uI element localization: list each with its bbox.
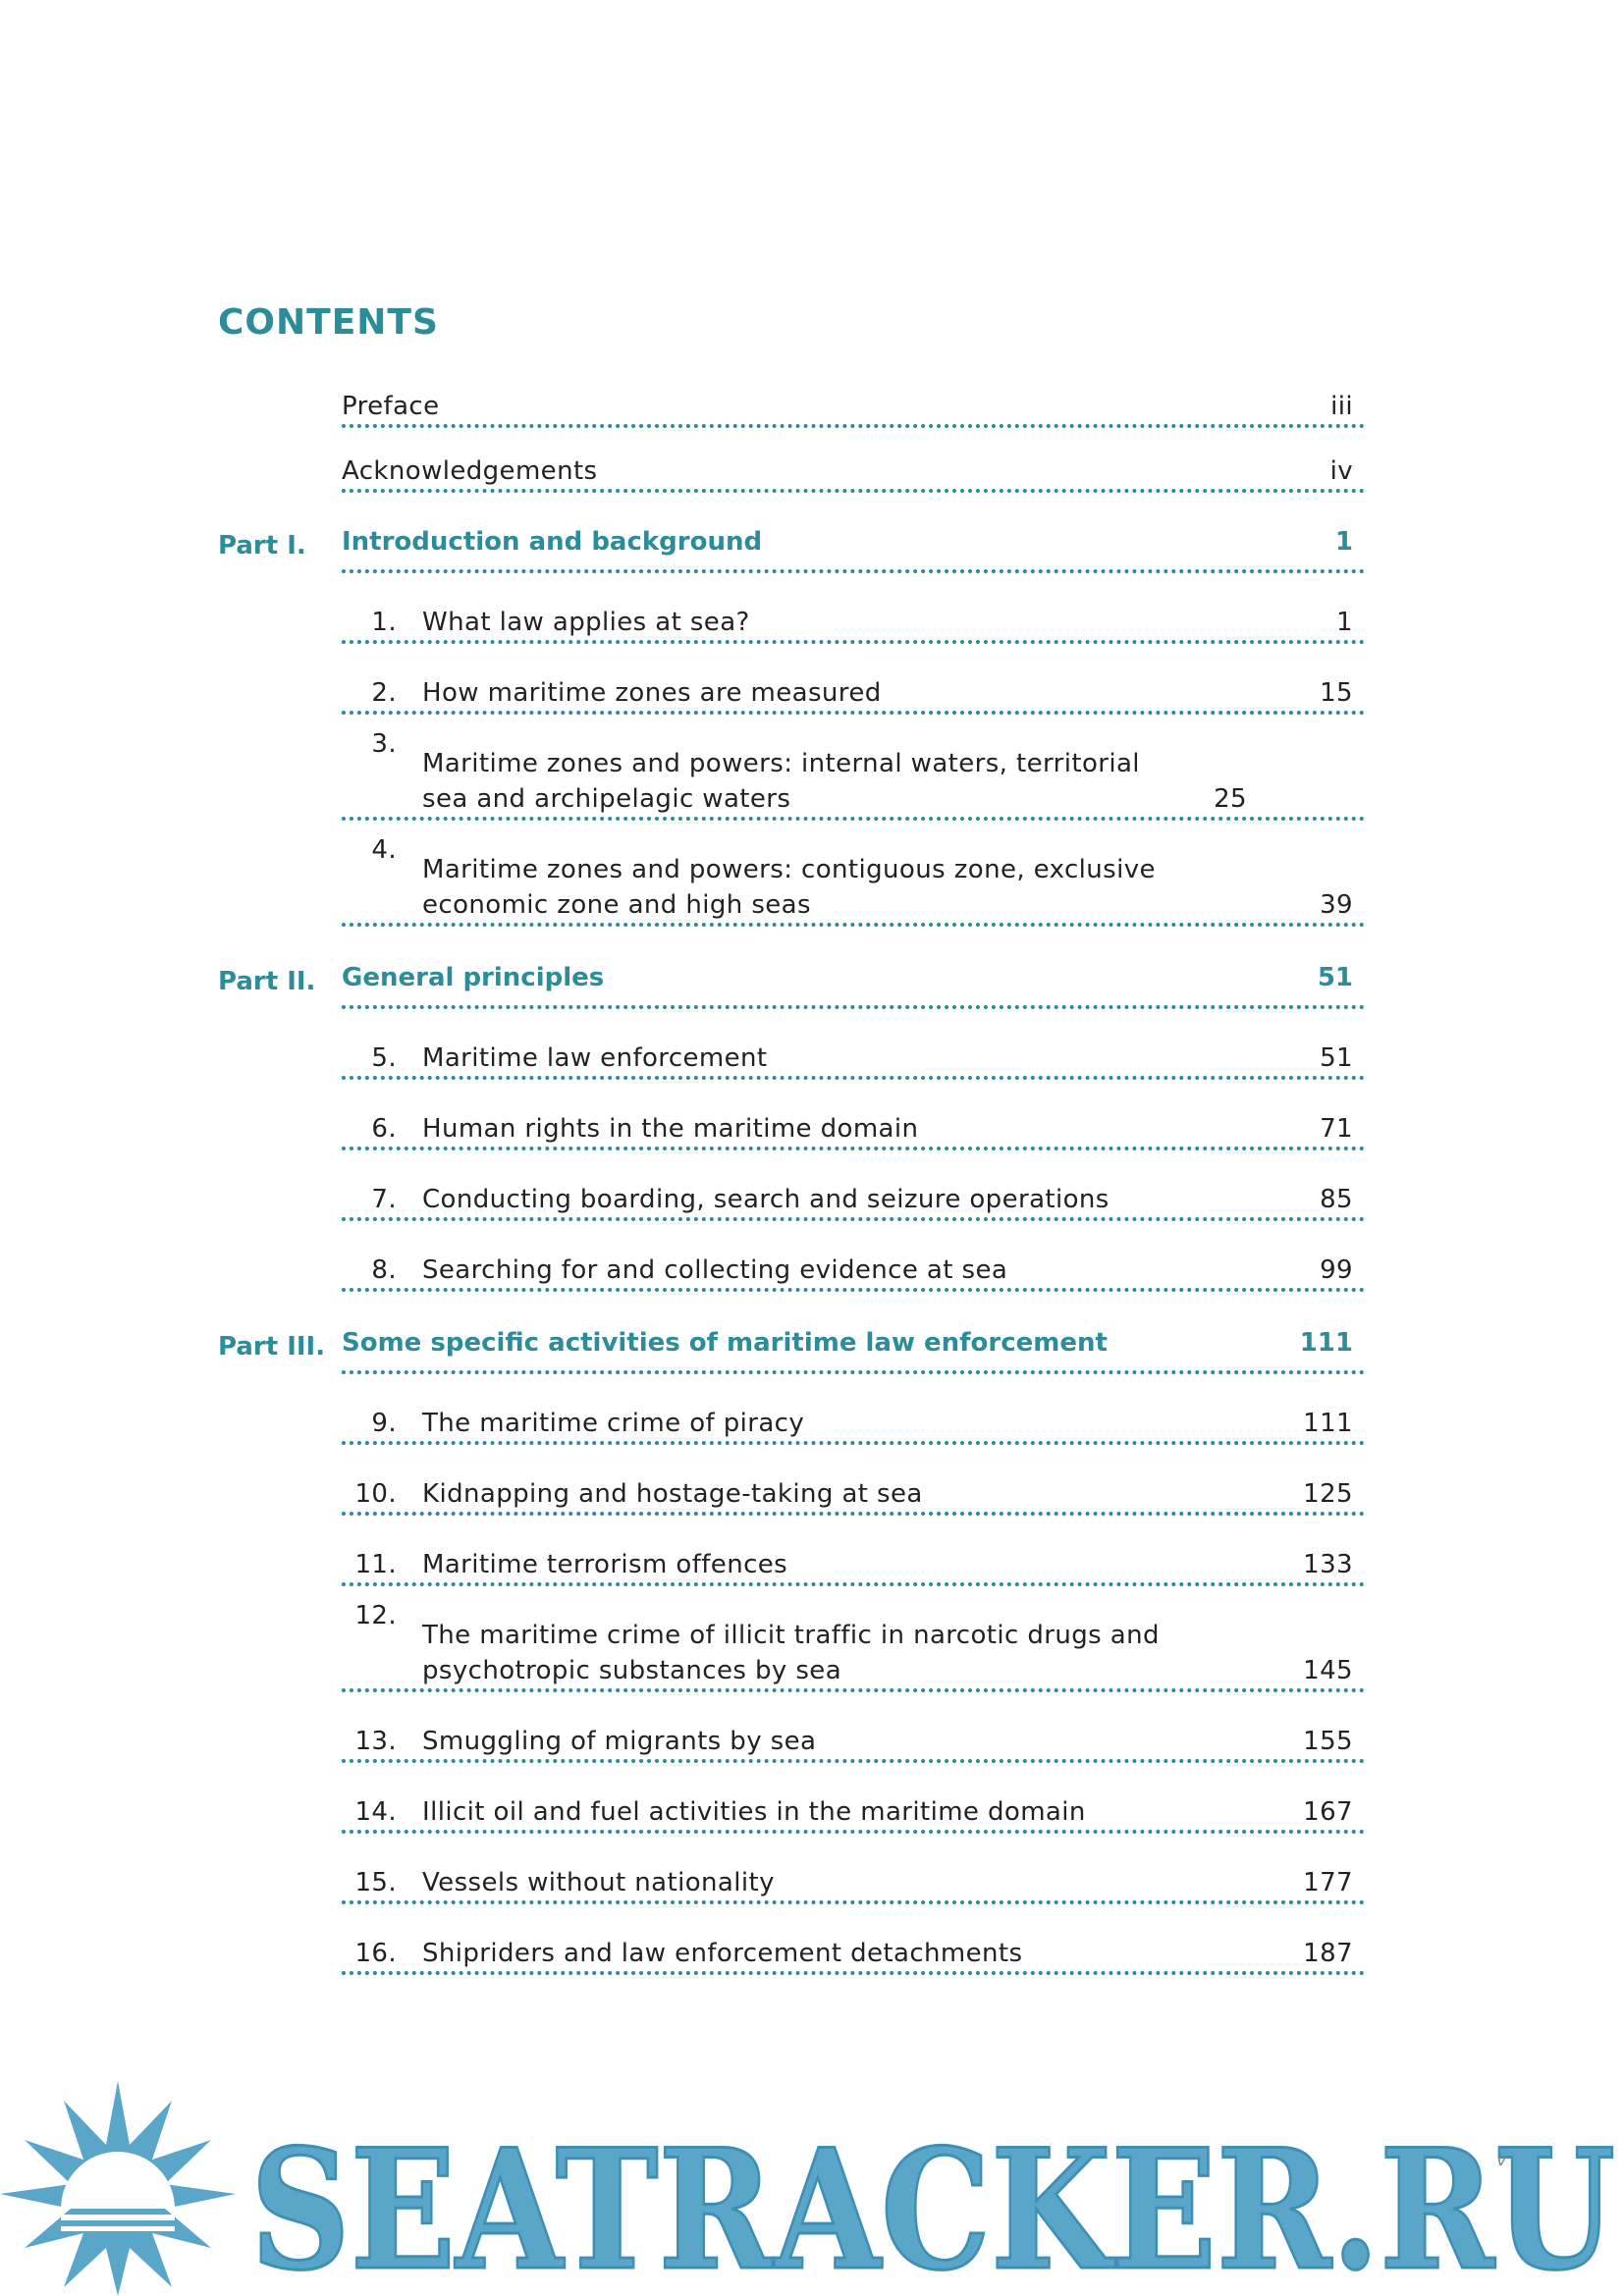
- part-title: Some specific activities of maritime law enforcement: [342, 1328, 1108, 1358]
- chapter-title: Conducting boarding, search and seizure operations: [422, 1185, 1110, 1214]
- chapter-page: 39: [1320, 890, 1353, 920]
- chapter-page: 25: [1214, 784, 1247, 814]
- toc-entry-chapter-1[interactable]: [342, 573, 1365, 644]
- chapter-title: Vessels without nationality: [422, 1868, 775, 1897]
- chapter-number: 11.: [354, 1550, 397, 1579]
- chapter-number: 2.: [371, 678, 397, 708]
- toc-entry-chapter-16[interactable]: [342, 1904, 1365, 1975]
- chapter-page: 167: [1303, 1797, 1353, 1827]
- toc-entry-chapter-14[interactable]: [342, 1763, 1365, 1834]
- chapter-title: Maritime law enforcement: [422, 1043, 768, 1073]
- toc-entry-chapter-8[interactable]: [342, 1221, 1365, 1292]
- chapter-number: 14.: [354, 1797, 397, 1827]
- chapter-page: 51: [1320, 1043, 1353, 1073]
- toc-entry-preface[interactable]: [342, 363, 1365, 428]
- chapter-page: 85: [1320, 1185, 1353, 1214]
- chapter-number: 9.: [371, 1409, 397, 1438]
- chapter-number: 15.: [354, 1868, 397, 1897]
- chapter-page: 145: [1303, 1656, 1353, 1685]
- chapter-number: 8.: [371, 1255, 397, 1285]
- toc-entry-chapter-6[interactable]: [342, 1080, 1365, 1150]
- chapter-number: 1.: [371, 608, 397, 637]
- chapter-title: Human rights in the maritime domain: [422, 1114, 919, 1144]
- toc-entry-chapter-11[interactable]: [342, 1516, 1365, 1586]
- watermark: [0, 2061, 1624, 2296]
- chapter-number: 10.: [354, 1479, 397, 1509]
- chapter-title: The maritime crime of piracy: [422, 1409, 805, 1438]
- toc-entry-chapter-7[interactable]: [342, 1150, 1365, 1221]
- toc-part-2[interactable]: [218, 927, 1365, 1009]
- chapter-title: Maritime zones and powers: contiguous zone, exclusive economic zone and high seas: [422, 855, 1156, 920]
- part-title: General principles: [342, 963, 605, 992]
- chapter-page: 99: [1320, 1255, 1353, 1285]
- toc-entry-chapter-12[interactable]: [342, 1586, 1365, 1692]
- toc-entry-chapter-5[interactable]: [342, 1009, 1365, 1080]
- chapter-title: Maritime terrorism offences: [422, 1550, 788, 1579]
- chapter-page: 111: [1303, 1409, 1353, 1438]
- chapter-title: What law applies at sea?: [422, 608, 750, 637]
- contents-heading: CONTENTS: [218, 302, 439, 343]
- part-title: Introduction and background: [342, 527, 763, 557]
- toc-entry-chapter-15[interactable]: [342, 1834, 1365, 1904]
- part-page: 111: [1299, 1328, 1353, 1358]
- part-label: Part I.: [218, 531, 306, 561]
- chapter-title: Kidnapping and hostage-taking at sea: [422, 1479, 923, 1509]
- chapter-number: 16.: [354, 1939, 397, 1968]
- toc-entry-page: iii: [1330, 392, 1353, 421]
- chapter-page: 15: [1320, 678, 1353, 708]
- chapter-page: 177: [1303, 1868, 1353, 1897]
- chapter-page: 125: [1303, 1479, 1353, 1509]
- toc-part-1[interactable]: [218, 493, 1365, 573]
- chapter-number: 4.: [371, 835, 397, 865]
- part-page: 1: [1334, 527, 1353, 557]
- toc-entry-page: iv: [1329, 456, 1353, 486]
- chapter-number: 5.: [371, 1043, 397, 1073]
- chapter-number: 13.: [354, 1727, 397, 1756]
- chapter-title: Searching for and collecting evidence at sea: [422, 1255, 1008, 1285]
- part-label: Part III.: [218, 1332, 326, 1362]
- toc-entry-acknowledgements[interactable]: [342, 428, 1365, 493]
- part-label: Part II.: [218, 967, 316, 996]
- toc-entry-title: Acknowledgements: [342, 456, 598, 486]
- chapter-number: 12.: [354, 1601, 397, 1630]
- chapter-page: 71: [1320, 1114, 1353, 1144]
- chapter-number: 6.: [371, 1114, 397, 1144]
- chapter-title: Smuggling of migrants by sea: [422, 1727, 817, 1756]
- part-page: 51: [1317, 963, 1353, 992]
- sun-icon: [0, 2081, 236, 2296]
- chapter-page: 133: [1303, 1550, 1353, 1579]
- chapter-page: 187: [1303, 1939, 1353, 1968]
- watermark-text: SEATRACKER.RU: [250, 2112, 1615, 2296]
- chapter-page: 155: [1303, 1727, 1353, 1756]
- page-folio: v: [1496, 2150, 1507, 2170]
- toc-entry-title: Preface: [342, 392, 440, 421]
- chapter-page: 1: [1336, 608, 1353, 637]
- toc-entry-chapter-13[interactable]: [342, 1692, 1365, 1763]
- table-of-contents: [218, 363, 1365, 1975]
- toc-entry-chapter-9[interactable]: [342, 1374, 1365, 1445]
- chapter-title: Illicit oil and fuel activities in the maritime domain: [422, 1797, 1086, 1827]
- chapter-title: Shipriders and law enforcement detachments: [422, 1939, 1023, 1968]
- chapter-number: 7.: [371, 1185, 397, 1214]
- toc-entry-chapter-10[interactable]: [342, 1445, 1365, 1516]
- chapter-title: The maritime crime of illicit traffic in narcotic drugs and psychotropic substances by sea: [422, 1621, 1160, 1685]
- toc-part-3[interactable]: [218, 1292, 1365, 1374]
- toc-entry-chapter-3[interactable]: [342, 715, 1365, 821]
- toc-entry-chapter-2[interactable]: [342, 644, 1365, 715]
- chapter-number: 3.: [371, 729, 397, 759]
- chapter-title: Maritime zones and powers: internal waters, territorial sea and archipelagic waters: [422, 749, 1140, 814]
- chapter-title: How maritime zones are measured: [422, 678, 882, 708]
- toc-entry-chapter-4[interactable]: [342, 821, 1365, 927]
